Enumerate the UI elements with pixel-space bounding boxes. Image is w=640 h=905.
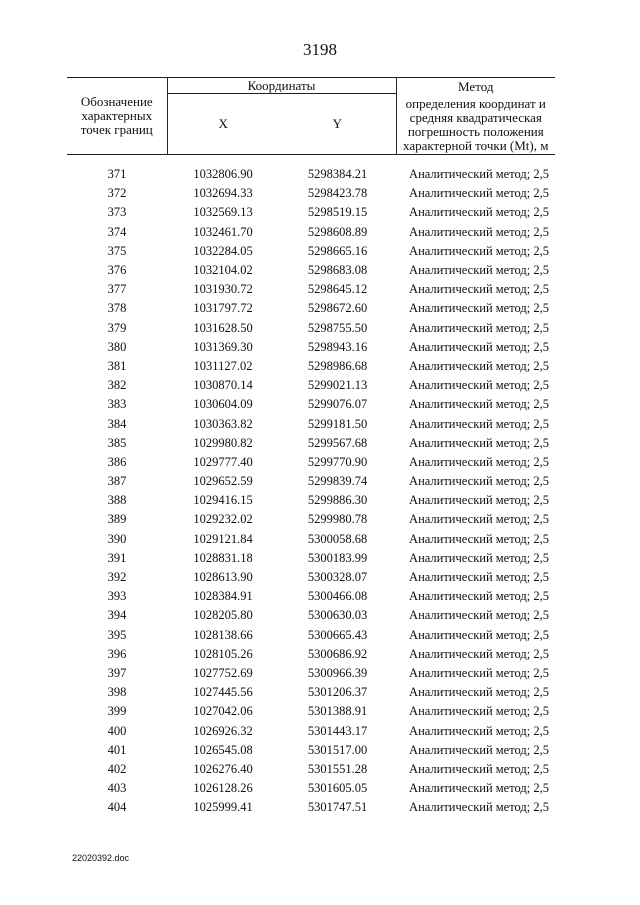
table-row [67,683,555,702]
y-coordinate-cell: 5299021.13 [307,378,368,393]
method-cell: Аналитический метод; 2,5 [409,512,550,527]
point-number-cell: 390 [107,531,127,546]
y-coordinate-cell: 5300466.08 [307,589,368,604]
y-coordinate-cell: 5300328.07 [307,570,368,585]
x-coordinate-cell: 1029232.02 [193,512,253,527]
method-cell: Аналитический метод; 2,5 [409,531,550,546]
x-coordinate-cell: 1026545.08 [193,742,253,757]
x-coordinate-cell: 1026128.26 [193,781,253,796]
table-header [67,78,555,155]
x-coordinate-cell: 1026926.32 [193,723,253,738]
page-number: 3198 [303,40,337,59]
y-coordinate-cell: 5299567.68 [307,435,368,450]
y-coordinate-cell: 5298943.16 [307,339,368,354]
point-number-cell: 376 [107,263,127,278]
point-number-cell: 397 [107,665,127,680]
point-number-cell: 403 [107,781,127,796]
point-number-cell: 395 [107,627,127,642]
x-coordinate-cell: 1025999.41 [193,800,253,815]
point-number-cell: 404 [107,800,127,815]
table-row [67,357,555,376]
method-cell: Аналитический метод; 2,5 [409,627,550,642]
table-row [67,376,555,395]
footer-filename: 22020392.doc [72,853,130,863]
method-cell: Аналитический метод; 2,5 [409,646,550,661]
method-cell: Аналитический метод; 2,5 [409,685,550,700]
point-number-cell: 380 [107,339,127,354]
x-coordinate-cell: 1031127.02 [193,358,253,373]
x-coordinate-cell: 1031628.50 [193,320,253,335]
x-coordinate-cell: 1026276.40 [193,761,253,776]
x-coordinate-cell: 1032104.02 [193,263,253,278]
header-coordinates: Координаты [167,78,396,94]
y-coordinate-cell: 5299770.90 [307,454,368,469]
y-coordinate-cell: 5300966.39 [307,665,368,680]
method-cell: Аналитический метод; 2,5 [409,454,550,469]
point-number-cell: 389 [107,512,127,527]
method-cell: Аналитический метод; 2,5 [409,723,550,738]
table-row [67,472,555,491]
y-coordinate-cell: 5300665.43 [307,627,368,642]
table-row [67,319,555,338]
table-row [67,434,555,453]
table-row [67,203,555,222]
y-coordinate-cell: 5301605.05 [307,781,368,796]
x-coordinate-cell: 1028138.66 [193,627,253,642]
y-coordinate-cell: 5301206.37 [307,685,368,700]
method-cell: Аналитический метод; 2,5 [409,550,550,565]
x-coordinate-cell: 1028105.26 [193,646,253,661]
table-row [67,626,555,645]
x-coordinate-cell: 1029121.84 [193,531,253,546]
table-row [67,568,555,587]
method-cell: Аналитический метод; 2,5 [409,358,550,373]
point-number-cell: 383 [107,397,127,412]
x-coordinate-cell: 1027445.56 [193,685,253,700]
y-coordinate-cell: 5298665.16 [307,243,368,258]
method-cell: Аналитический метод; 2,5 [409,781,550,796]
x-coordinate-cell: 1032806.90 [193,167,253,182]
point-number-cell: 401 [107,742,127,757]
table-row [67,798,555,817]
method-cell: Аналитический метод; 2,5 [409,704,550,719]
y-coordinate-cell: 5300183.99 [307,550,368,565]
table-row [67,453,555,472]
method-cell: Аналитический метод; 2,5 [409,474,550,489]
x-coordinate-cell: 1031930.72 [193,282,253,297]
table-row [67,510,555,529]
method-cell: Аналитический метод; 2,5 [409,570,550,585]
table-row [67,721,555,740]
y-coordinate-cell: 5298683.08 [307,263,368,278]
method-cell: Аналитический метод; 2,5 [409,589,550,604]
table-row [67,280,555,299]
table-row [67,760,555,779]
y-coordinate-cell: 5299980.78 [307,512,368,527]
method-cell: Аналитический метод; 2,5 [409,224,550,239]
x-coordinate-cell: 1027042.06 [193,704,253,719]
x-coordinate-cell: 1028384.91 [193,589,253,604]
point-number-cell: 384 [107,416,127,431]
point-number-cell: 402 [107,761,127,776]
table-body [67,155,555,818]
x-coordinate-cell: 1032284.05 [193,243,253,258]
y-coordinate-cell: 5301551.28 [307,761,368,776]
y-coordinate-cell: 5298384.21 [307,167,368,182]
method-cell: Аналитический метод; 2,5 [409,435,550,450]
method-cell: Аналитический метод; 2,5 [409,282,550,297]
point-number-cell: 400 [107,723,127,738]
header-method-desc: определения координат и средняя квадратическая погрешность положения характерной точки (Mt), м [403,95,549,153]
y-coordinate-cell: 5298645.12 [307,282,368,297]
point-number-cell: 379 [107,320,127,335]
method-cell: Аналитический метод; 2,5 [409,397,550,412]
x-coordinate-cell: 1028613.90 [193,570,253,585]
table-row [67,530,555,549]
y-coordinate-cell: 5301517.00 [307,742,368,757]
x-coordinate-cell: 1032694.33 [193,186,253,201]
table-row [67,184,555,203]
coordinates-table [67,77,555,817]
method-cell: Аналитический метод; 2,5 [409,742,550,757]
point-number-cell: 388 [107,493,127,508]
y-coordinate-cell: 5298608.89 [307,224,368,239]
table-row [67,741,555,760]
y-coordinate-cell: 5301747.51 [307,800,368,815]
method-cell: Аналитический метод; 2,5 [409,665,550,680]
method-cell: Аналитический метод; 2,5 [409,416,550,431]
method-cell: Аналитический метод; 2,5 [409,800,550,815]
method-cell: Аналитический метод; 2,5 [409,167,550,182]
table-row [67,165,555,184]
table-row [67,645,555,664]
method-cell: Аналитический метод; 2,5 [409,186,550,201]
header-y: Y [279,94,396,155]
point-number-cell: 385 [107,435,127,450]
x-coordinate-cell: 1031369.30 [193,339,253,354]
y-coordinate-cell: 5300686.92 [307,646,368,661]
header-method-title: Метод [458,78,494,94]
point-number-cell: 396 [107,646,127,661]
point-number-cell: 387 [107,474,127,489]
method-cell: Аналитический метод; 2,5 [409,320,550,335]
x-coordinate-cell: 1030604.09 [193,397,253,412]
table-row [67,606,555,625]
x-coordinate-cell: 1029416.15 [193,493,253,508]
point-number-cell: 374 [107,224,127,239]
y-coordinate-cell: 5298423.78 [307,186,368,201]
y-coordinate-cell: 5298986.68 [307,358,368,373]
x-coordinate-cell: 1029980.82 [193,435,253,450]
header-x: X [167,94,279,155]
table-row [67,549,555,568]
y-coordinate-cell: 5299886.30 [307,493,368,508]
y-coordinate-cell: 5300058.68 [307,531,368,546]
table-row [67,664,555,683]
table-row [67,223,555,242]
method-cell: Аналитический метод; 2,5 [409,339,550,354]
x-coordinate-cell: 1032461.70 [193,224,253,239]
x-coordinate-cell: 1032569.13 [193,205,253,220]
point-number-cell: 392 [107,570,127,585]
x-coordinate-cell: 1030363.82 [193,416,253,431]
table-row [67,395,555,414]
method-cell: Аналитический метод; 2,5 [409,493,550,508]
y-coordinate-cell: 5298755.50 [307,320,368,335]
header-method [396,78,555,155]
y-coordinate-cell: 5301443.17 [307,723,368,738]
point-number-cell: 378 [107,301,127,316]
y-coordinate-cell: 5298519.15 [307,205,368,220]
point-number-cell: 393 [107,589,127,604]
x-coordinate-cell: 1027752.69 [193,665,253,680]
table-row [67,491,555,510]
point-number-cell: 381 [107,358,127,373]
method-cell: Аналитический метод; 2,5 [409,243,550,258]
table-row [67,779,555,798]
table-row [67,587,555,606]
method-cell: Аналитический метод; 2,5 [409,761,550,776]
x-coordinate-cell: 1029652.59 [193,474,253,489]
table-row [67,261,555,280]
x-coordinate-cell: 1029777.40 [193,454,253,469]
table-row [67,338,555,357]
y-coordinate-cell: 5301388.91 [307,704,368,719]
method-cell: Аналитический метод; 2,5 [409,205,550,220]
point-number-cell: 382 [107,378,127,393]
method-cell: Аналитический метод; 2,5 [409,378,550,393]
x-coordinate-cell: 1028831.18 [193,550,253,565]
method-cell: Аналитический метод; 2,5 [409,608,550,623]
point-number-cell: 371 [107,167,127,182]
table-row [67,299,555,318]
y-coordinate-cell: 5299839.74 [307,474,368,489]
method-cell: Аналитический метод; 2,5 [409,263,550,278]
point-number-cell: 375 [107,243,127,258]
y-coordinate-cell: 5299076.07 [307,397,368,412]
point-number-cell: 377 [107,282,127,297]
y-coordinate-cell: 5298672.60 [307,301,368,316]
x-coordinate-cell: 1030870.14 [193,378,253,393]
y-coordinate-cell: 5299181.50 [307,416,368,431]
y-coordinate-cell: 5300630.03 [307,608,368,623]
point-number-cell: 399 [107,704,127,719]
point-number-cell: 391 [107,550,127,565]
point-number-cell: 372 [107,186,127,201]
x-coordinate-cell: 1028205.80 [193,608,253,623]
point-number-cell: 373 [107,205,127,220]
point-number-cell: 398 [107,685,127,700]
table-row [67,702,555,721]
header-designation: Обозначение характерных точек границ [67,78,167,155]
method-cell: Аналитический метод; 2,5 [409,301,550,316]
point-number-cell: 394 [107,608,127,623]
table-row [67,414,555,433]
point-number-cell: 386 [107,454,127,469]
x-coordinate-cell: 1031797.72 [193,301,253,316]
table-row [67,242,555,261]
